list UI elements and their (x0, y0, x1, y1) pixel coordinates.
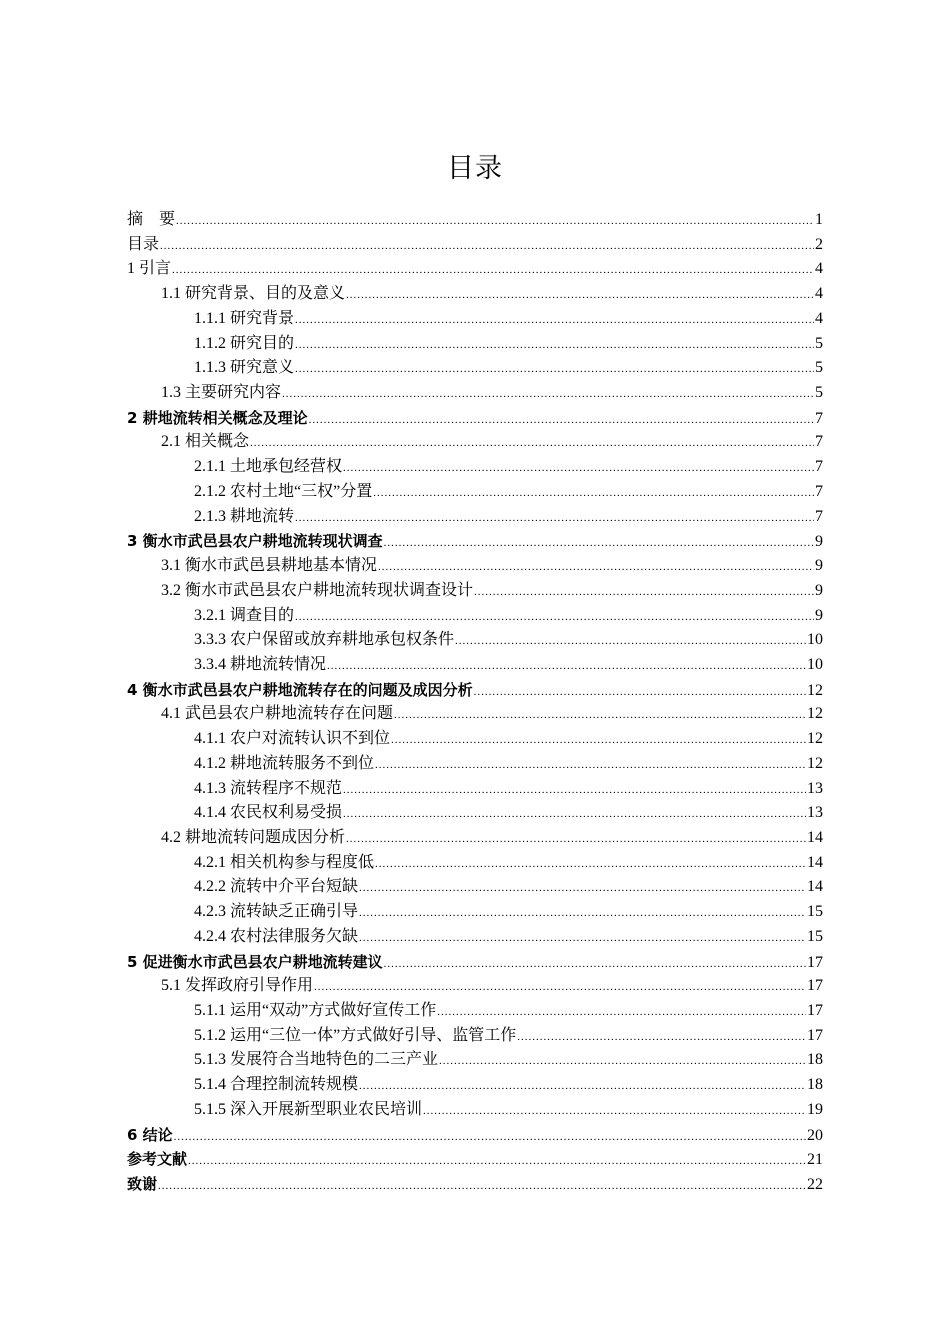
toc-entry[interactable] (127, 208, 823, 233)
toc-page-number: 5 (815, 334, 823, 352)
toc-entry[interactable] (127, 406, 823, 431)
toc-entry-title: 3.3.3 农户保留或放弃耕地承包权条件 (194, 631, 455, 649)
toc-page-number: 7 (815, 507, 823, 525)
toc-entry[interactable] (127, 233, 823, 258)
toc-entry-title: 1.1.3 研究意义 (194, 359, 295, 377)
toc-entry-title: 2.1.3 耕地流转 (194, 507, 295, 525)
toc-page-number: 19 (807, 1100, 823, 1118)
toc-entry[interactable] (127, 702, 823, 727)
toc-entry[interactable] (127, 925, 823, 950)
toc-entry-title: 2.1.2 农村土地“三权”分置 (194, 482, 373, 500)
toc-page-number: 14 (807, 878, 823, 896)
toc-page-number: 4 (815, 285, 823, 303)
toc-page-number: 17 (807, 953, 823, 971)
toc-page-number: 14 (807, 828, 823, 846)
toc-entry[interactable] (127, 604, 823, 629)
toc-dot-leader (359, 1074, 806, 1099)
toc-entry[interactable] (127, 1172, 823, 1197)
toc-entry[interactable] (127, 1098, 823, 1123)
toc-dot-leader (394, 703, 806, 728)
toc-dot-leader (359, 901, 806, 926)
toc-entry-title: 1.3 主要研究内容 (161, 384, 282, 402)
toc-entry[interactable] (127, 628, 823, 653)
toc-entry[interactable] (127, 851, 823, 876)
toc-dot-leader (343, 456, 814, 481)
toc-dot-leader (375, 753, 806, 778)
toc-page-number: 4 (815, 309, 823, 327)
toc-entry[interactable] (127, 307, 823, 332)
toc-dot-leader (295, 333, 814, 358)
toc-dot-leader (295, 605, 814, 630)
toc-entry-title: 目录 (127, 235, 160, 253)
toc-entry[interactable] (127, 430, 823, 455)
toc-entry-title: 4.1.1 农户对流转认识不到位 (194, 730, 391, 748)
toc-entry-title: 5.1.4 合理控制流转规模 (194, 1076, 359, 1094)
toc-page-number: 7 (815, 409, 823, 427)
toc-dot-leader (327, 654, 806, 679)
toc-entry[interactable] (127, 332, 823, 357)
toc-entry-title: 摘 要 (127, 211, 176, 228)
toc-entry-title: 4 衡水市武邑县农户耕地流转存在的问题及成因分析 (127, 680, 473, 699)
toc-entry[interactable] (127, 579, 823, 604)
toc-entry[interactable] (127, 653, 823, 678)
toc-dot-leader (373, 481, 814, 506)
toc-dot-leader (158, 1174, 806, 1199)
toc-entry-title: 参考文献 (127, 1150, 188, 1169)
toc-entry-title: 2 耕地流转相关概念及理论 (127, 408, 308, 427)
toc-dot-leader (474, 580, 814, 605)
toc-entry[interactable] (127, 1073, 823, 1098)
toc-entry-title: 3.1 衡水市武邑县耕地基本情况 (161, 557, 378, 575)
toc-entry[interactable] (127, 999, 823, 1024)
toc-page-number: 17 (807, 1002, 823, 1019)
toc-page-number: 9 (815, 533, 823, 551)
toc-entry-title: 5.1.1 运用“双动”方式做好宣传工作 (194, 1002, 437, 1019)
toc-page-number: 13 (807, 804, 823, 822)
toc-dot-leader (375, 852, 806, 877)
toc-entry-title: 1.1.1 研究背景 (194, 309, 295, 327)
toc-page-number: 17 (807, 1026, 823, 1044)
toc-entry-title: 4.1 武邑县农户耕地流转存在问题 (161, 705, 394, 723)
toc-page-number: 5 (815, 384, 823, 402)
toc-page-number: 12 (807, 730, 823, 748)
toc-page-number: 12 (807, 754, 823, 772)
toc-dot-leader (346, 827, 806, 852)
toc-entry[interactable] (127, 801, 823, 826)
toc-page-number: 17 (807, 977, 823, 995)
toc-entry[interactable] (127, 480, 823, 505)
page-title: 目录 (447, 153, 503, 184)
toc-entry[interactable] (127, 282, 823, 307)
toc-entry-title: 5.1.2 运用“三位一体”方式做好引导、监管工作 (194, 1026, 517, 1044)
toc-entry-title: 2.1 相关概念 (161, 433, 250, 451)
toc-page-number: 21 (807, 1151, 823, 1169)
toc-entry[interactable] (127, 257, 823, 282)
toc-dot-leader (384, 952, 806, 977)
toc-page-number: 20 (807, 1126, 823, 1144)
toc-entry-title: 致谢 (127, 1175, 158, 1194)
toc-page-number: 7 (815, 482, 823, 500)
toc-page-number: 9 (815, 581, 823, 599)
toc-dot-leader (176, 209, 814, 234)
toc-entry-title: 5.1 发挥政府引导作用 (161, 977, 314, 995)
toc-page-number: 5 (815, 359, 823, 377)
toc-page-number: 9 (815, 557, 823, 575)
toc-dot-leader (188, 1149, 806, 1174)
toc-entry-title: 5 促进衡水市武邑县农户耕地流转建议 (127, 952, 383, 971)
toc-entry-title: 3.3.4 耕地流转情况 (194, 655, 327, 673)
toc-entry[interactable] (127, 727, 823, 752)
toc-entry[interactable] (127, 900, 823, 925)
toc-dot-leader (282, 382, 814, 407)
toc-entry[interactable] (127, 1123, 823, 1148)
toc-entry[interactable] (127, 356, 823, 381)
toc-page-number: 9 (815, 606, 823, 624)
toc-entry[interactable] (127, 1024, 823, 1049)
toc-dot-leader (378, 555, 814, 580)
toc-page-number: 18 (807, 1076, 823, 1094)
toc-page-number: 1 (815, 211, 823, 228)
toc-dot-leader (295, 308, 814, 333)
toc-entry-title: 4.2.3 流转缺乏正确引导 (194, 903, 359, 921)
toc-entry-title: 3.2.1 调查目的 (194, 606, 295, 624)
toc-page-number: 13 (807, 779, 823, 797)
toc-dot-leader (346, 283, 814, 308)
toc-entry-title: 3 衡水市武邑县农户耕地流转现状调查 (127, 532, 383, 551)
toc-entry-title: 5.1.5 深入开展新型职业农民培训 (194, 1100, 423, 1118)
toc-dot-leader (314, 975, 806, 1000)
toc-dot-leader (423, 1099, 806, 1124)
toc-entry-title: 3.2 衡水市武邑县农户耕地流转现状调查设计 (161, 581, 474, 599)
toc-dot-leader (309, 408, 814, 433)
toc-entry[interactable] (127, 381, 823, 406)
toc-page-number: 15 (807, 903, 823, 921)
toc-entry-title: 1.1.2 研究目的 (194, 334, 295, 352)
toc-dot-leader (437, 1000, 806, 1025)
toc-page-number: 7 (815, 458, 823, 476)
toc-dot-leader (455, 629, 806, 654)
toc-page-number: 14 (807, 853, 823, 871)
toc-entry[interactable] (127, 529, 823, 554)
toc-dot-leader (295, 506, 814, 531)
toc-dot-leader (439, 1049, 806, 1074)
toc-page-number: 22 (807, 1176, 823, 1194)
toc-page-number: 12 (807, 681, 823, 699)
toc-entry-title: 4.1.3 流转程序不规范 (194, 779, 343, 797)
toc-page-number: 18 (807, 1051, 823, 1069)
toc-entry[interactable] (127, 678, 823, 703)
toc-page-number: 10 (807, 631, 823, 649)
toc-dot-leader (343, 778, 806, 803)
toc-dot-leader (295, 357, 814, 382)
toc-entry[interactable] (127, 777, 823, 802)
toc-dot-leader (474, 680, 806, 705)
toc-entry[interactable] (127, 505, 823, 530)
toc-entry-title: 4.2.1 相关机构参与程度低 (194, 853, 375, 871)
toc-page-number: 12 (807, 705, 823, 723)
toc-entry-title: 5.1.3 发展符合当地特色的二三产业 (194, 1051, 439, 1069)
toc-dot-leader (174, 1125, 806, 1150)
toc-dot-leader (517, 1025, 806, 1050)
toc-dot-leader (172, 258, 814, 283)
toc-page-number: 2 (815, 235, 823, 253)
toc-dot-leader (359, 926, 806, 951)
toc-entry[interactable] (127, 875, 823, 900)
toc-entry-title: 2.1.1 土地承包经营权 (194, 458, 343, 476)
table-of-contents (127, 208, 823, 1197)
toc-entry[interactable] (127, 752, 823, 777)
toc-dot-leader (391, 728, 806, 753)
toc-page-number: 7 (815, 433, 823, 451)
toc-dot-leader (160, 234, 814, 259)
toc-entry[interactable] (127, 1048, 823, 1073)
toc-page-number: 10 (807, 655, 823, 673)
toc-entry[interactable] (127, 950, 823, 975)
toc-page-number: 15 (807, 927, 823, 945)
toc-entry[interactable] (127, 974, 823, 999)
toc-dot-leader (250, 431, 814, 456)
toc-dot-leader (384, 531, 814, 556)
toc-entry-title: 4.2 耕地流转问题成因分析 (161, 828, 346, 846)
toc-entry[interactable] (127, 826, 823, 851)
toc-entry-title: 1 引言 (127, 260, 172, 278)
toc-page-number: 4 (815, 260, 823, 278)
toc-entry-title: 1.1 研究背景、目的及意义 (161, 285, 346, 303)
toc-entry-title: 4.2.4 农村法律服务欠缺 (194, 927, 359, 945)
toc-entry[interactable] (127, 554, 823, 579)
toc-dot-leader (343, 802, 806, 827)
toc-entry-title: 6 结论 (127, 1125, 173, 1144)
toc-entry[interactable] (127, 1147, 823, 1172)
toc-entry-title: 4.1.2 耕地流转服务不到位 (194, 754, 375, 772)
toc-dot-leader (359, 876, 806, 901)
toc-entry-title: 4.1.4 农民权利易受损 (194, 804, 343, 822)
toc-entry-title: 4.2.2 流转中介平台短缺 (194, 878, 359, 896)
toc-entry[interactable] (127, 455, 823, 480)
